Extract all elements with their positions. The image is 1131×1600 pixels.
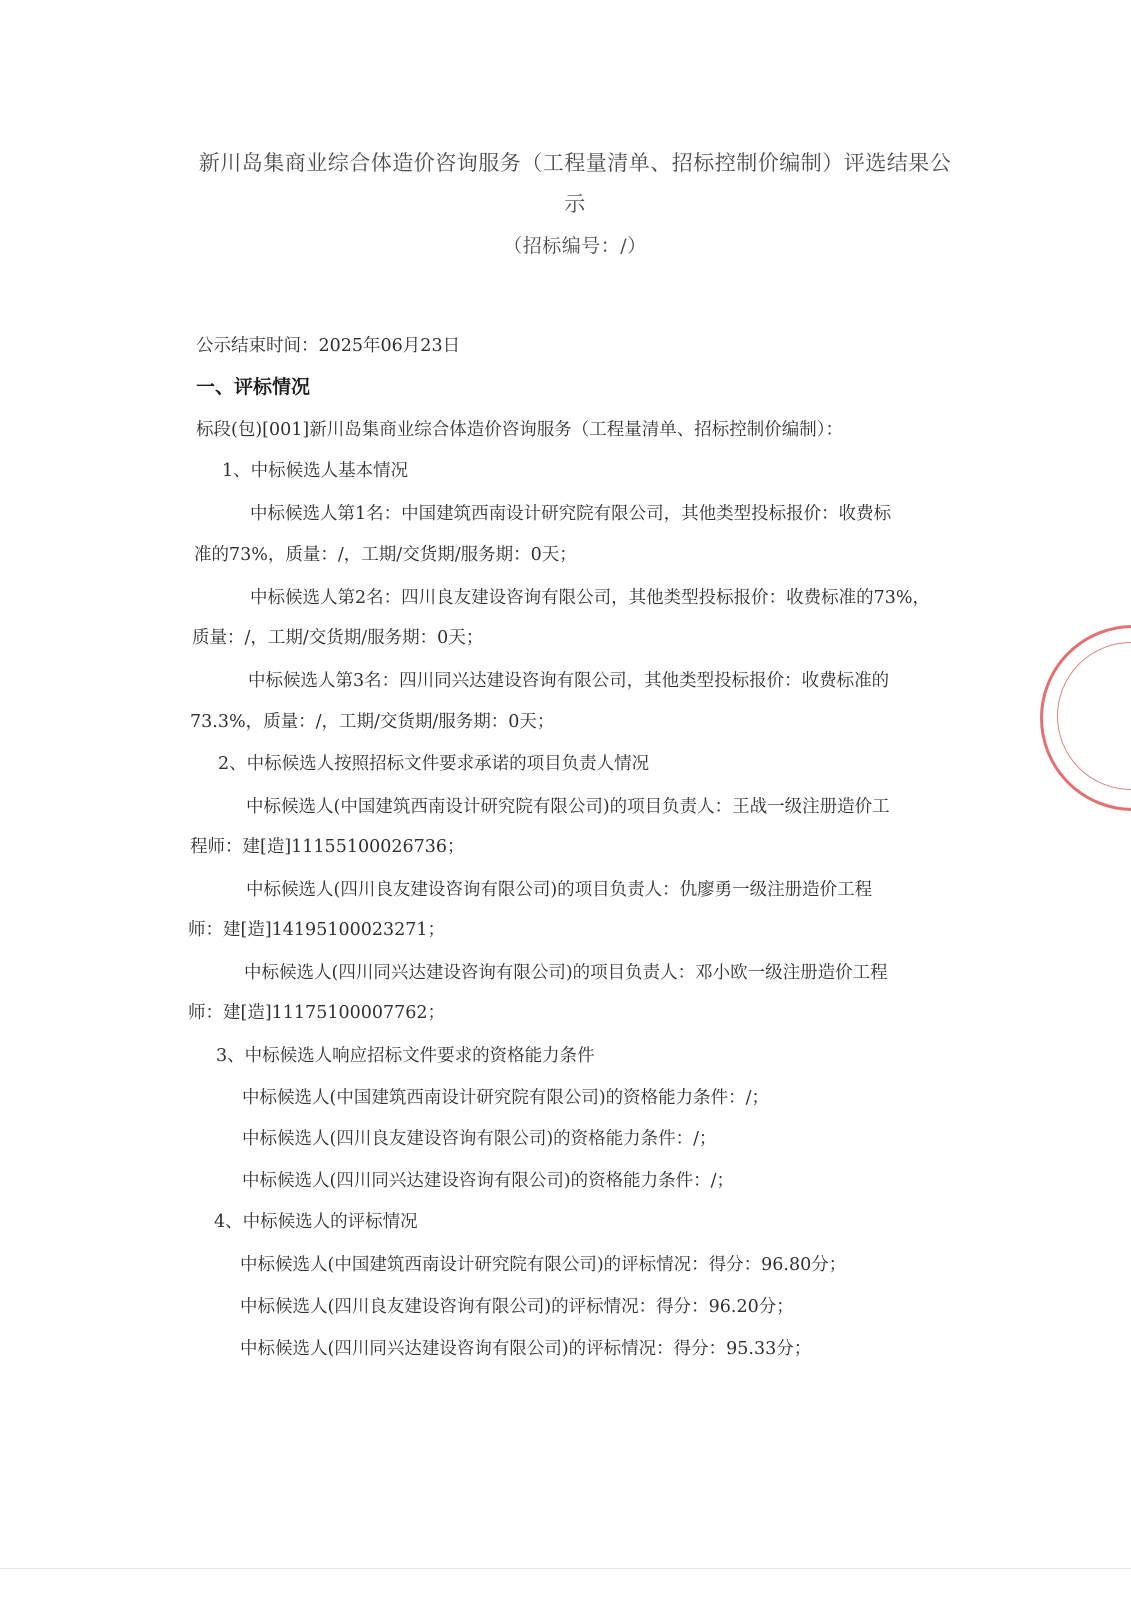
manager-1-line-a: 中标候选人(中国建筑西南设计研究院有限公司)的项目负责人：王战一级注册造价工 bbox=[246, 797, 890, 817]
manager-1-line-b: 程师：建[造]11155100026736； bbox=[190, 837, 465, 857]
publication-end-time: 公示结束时间：2025年06月23日 bbox=[196, 336, 461, 356]
tender-number: （招标编号：/） bbox=[503, 235, 647, 257]
qualification-2: 中标候选人(四川良友建设咨询有限公司)的资格能力条件：/； bbox=[242, 1129, 717, 1149]
candidate-3-line-a: 中标候选人第3名：四川同兴达建设咨询有限公司，其他类型投标报价：收费标准的 bbox=[248, 671, 890, 691]
candidate-2-line-b: 质量：/，工期/交货期/服务期：0天； bbox=[192, 628, 484, 648]
official-seal bbox=[1040, 625, 1131, 811]
document-title-line2: 示 bbox=[564, 192, 586, 216]
candidate-3-line-b: 73.3%，质量：/，工期/交货期/服务期：0天； bbox=[190, 712, 555, 732]
manager-3-line-a: 中标候选人(四川同兴达建设咨询有限公司)的项目负责人：邓小欧一级注册造价工程 bbox=[244, 963, 888, 983]
manager-2-line-b: 师：建[造]14195100023271； bbox=[188, 920, 446, 940]
lot-line: 标段(包)[001]新川岛集商业综合体造价咨询服务（工程量清单、招标控制价编制）： bbox=[196, 420, 843, 440]
subsection-heading-2: 2、中标候选人按照招标文件要求承诺的项目负责人情况 bbox=[218, 754, 650, 774]
score-1: 中标候选人(中国建筑西南设计研究院有限公司)的评标情况：得分：96.80分； bbox=[240, 1255, 847, 1275]
candidate-2-line-a: 中标候选人第2名：四川良友建设咨询有限公司，其他类型投标报价：收费标准的73%， bbox=[250, 588, 931, 608]
score-3: 中标候选人(四川同兴达建设咨询有限公司)的评标情况：得分：95.33分； bbox=[240, 1339, 812, 1359]
official-seal-inner-ring bbox=[1057, 642, 1131, 790]
manager-2-line-a: 中标候选人(四川良友建设咨询有限公司)的项目负责人：仇廖勇一级注册造价工程 bbox=[246, 880, 873, 900]
candidate-1-line-b: 准的73%，质量：/，工期/交货期/服务期：0天； bbox=[194, 545, 577, 565]
qualification-1: 中标候选人(中国建筑西南设计研究院有限公司)的资格能力条件：/； bbox=[242, 1088, 770, 1108]
subsection-heading-1: 1、中标候选人基本情况 bbox=[222, 461, 409, 481]
subsection-heading-4: 4、中标候选人的评标情况 bbox=[214, 1212, 418, 1232]
page-bottom-edge bbox=[0, 1568, 1131, 1569]
candidate-1-line-a: 中标候选人第1名：中国建筑西南设计研究院有限公司，其他类型投标报价：收费标 bbox=[250, 504, 892, 524]
manager-3-line-b: 师：建[造]11175100007762； bbox=[188, 1003, 446, 1023]
score-2: 中标候选人(四川良友建设咨询有限公司)的评标情况：得分：96.20分； bbox=[240, 1297, 794, 1317]
section-heading-evaluation: 一、评标情况 bbox=[196, 376, 311, 398]
qualification-3: 中标候选人(四川同兴达建设咨询有限公司)的资格能力条件：/； bbox=[242, 1171, 735, 1191]
document-title-line1: 新川岛集商业综合体造价咨询服务（工程量清单、招标控制价编制）评选结果公 bbox=[198, 151, 952, 175]
subsection-heading-3: 3、中标候选人响应招标文件要求的资格能力条件 bbox=[216, 1046, 595, 1066]
